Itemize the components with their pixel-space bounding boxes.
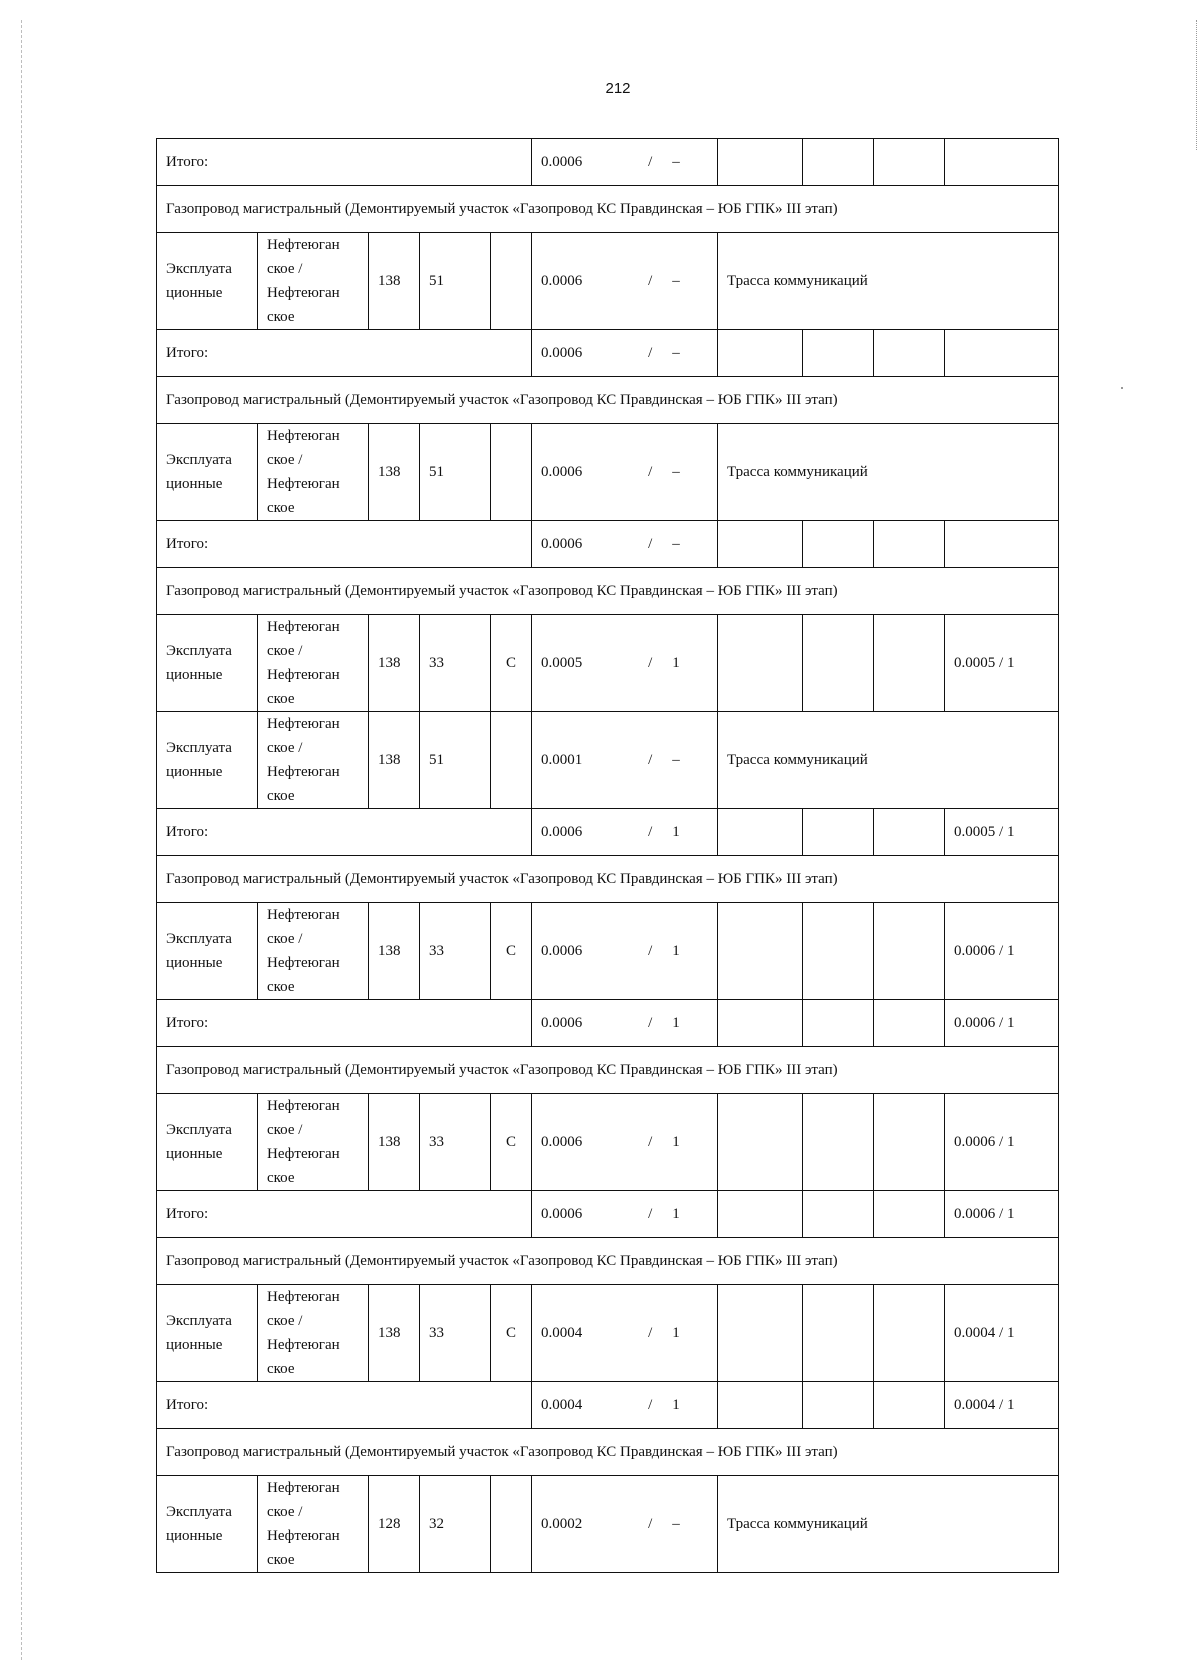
- section-header-row: [157, 377, 1059, 424]
- field-cell: Нефтеюган ское / Нефтеюган ское: [258, 615, 369, 712]
- plot-cell: 51: [420, 233, 491, 330]
- code-cell: [491, 233, 532, 330]
- empty-cell: [874, 1191, 945, 1238]
- plot-cell: 32: [420, 1476, 491, 1573]
- empty-cell: [718, 139, 803, 186]
- category-cell: Эксплуата ционные: [157, 233, 258, 330]
- empty-cell: [874, 1382, 945, 1429]
- block-cell: 138: [369, 233, 420, 330]
- empty-cell: [803, 1285, 874, 1382]
- area-cell: [532, 1094, 718, 1191]
- area-cell: [532, 903, 718, 1000]
- data-row: [157, 1094, 1059, 1191]
- scan-speck: [1121, 387, 1123, 389]
- area-separator: /: [648, 464, 653, 480]
- area-separator: /: [648, 1325, 653, 1341]
- quantity-value: 1: [672, 1397, 680, 1413]
- quantity-value: –: [672, 154, 680, 170]
- total-row: [157, 809, 1059, 856]
- total-last-value: 0.0004 / 1: [945, 1382, 1059, 1429]
- area-value: 0.0004: [541, 1325, 583, 1341]
- area-value: 0.0006: [541, 943, 583, 959]
- plot-cell: 51: [420, 712, 491, 809]
- data-row: [157, 1285, 1059, 1382]
- empty-cell: [874, 521, 945, 568]
- area-value: 0.0002: [541, 1516, 583, 1532]
- quantity-value: 1: [672, 1015, 680, 1031]
- area-value: 0.0006: [541, 1206, 583, 1222]
- last-value-cell: 0.0005 / 1: [945, 615, 1059, 712]
- scan-edge-left: [21, 20, 22, 1660]
- quantity-value: –: [672, 273, 680, 289]
- total-row: [157, 139, 1059, 186]
- area-cell: [532, 424, 718, 521]
- quantity-value: 1: [672, 1325, 680, 1341]
- quantity-value: –: [672, 345, 680, 361]
- empty-cell: [874, 615, 945, 712]
- data-row: [157, 712, 1059, 809]
- empty-cell: [803, 1382, 874, 1429]
- field-cell: Нефтеюган ское / Нефтеюган ское: [258, 1094, 369, 1191]
- area-separator: /: [648, 943, 653, 959]
- category-cell: Эксплуата ционные: [157, 1094, 258, 1191]
- empty-cell: [718, 903, 803, 1000]
- empty-cell: [718, 1285, 803, 1382]
- empty-cell: [874, 1000, 945, 1047]
- note-cell: Трасса коммуникаций: [718, 424, 1059, 521]
- section-header-row: [157, 1238, 1059, 1285]
- total-row: [157, 330, 1059, 377]
- total-label: Итого:: [157, 1000, 532, 1047]
- quantity-value: –: [672, 1516, 680, 1532]
- category-cell: Эксплуата ционные: [157, 424, 258, 521]
- plot-cell: 33: [420, 615, 491, 712]
- area-separator: /: [648, 752, 653, 768]
- code-cell: [491, 1476, 532, 1573]
- area-cell: [532, 712, 718, 809]
- block-cell: 138: [369, 712, 420, 809]
- empty-cell: [874, 1094, 945, 1191]
- empty-cell: [803, 809, 874, 856]
- total-label: Итого:: [157, 521, 532, 568]
- quantity-value: –: [672, 464, 680, 480]
- empty-cell: [718, 615, 803, 712]
- quantity-value: 1: [672, 1206, 680, 1222]
- block-cell: 128: [369, 1476, 420, 1573]
- last-value-cell: 0.0006 / 1: [945, 903, 1059, 1000]
- total-last-value: 0.0005 / 1: [945, 809, 1059, 856]
- field-cell: Нефтеюган ское / Нефтеюган ское: [258, 903, 369, 1000]
- empty-cell: [803, 330, 874, 377]
- total-last-value: [945, 330, 1059, 377]
- empty-cell: [874, 330, 945, 377]
- field-cell: Нефтеюган ское / Нефтеюган ское: [258, 1476, 369, 1573]
- area-value: 0.0004: [541, 1397, 583, 1413]
- field-cell: Нефтеюган ское / Нефтеюган ское: [258, 712, 369, 809]
- area-separator: /: [648, 273, 653, 289]
- land-plot-table: [156, 138, 1059, 1573]
- block-cell: 138: [369, 1094, 420, 1191]
- code-cell: С: [491, 903, 532, 1000]
- total-row: [157, 1191, 1059, 1238]
- empty-cell: [874, 139, 945, 186]
- total-row: [157, 521, 1059, 568]
- area-value: 0.0006: [541, 1015, 583, 1031]
- category-cell: Эксплуата ционные: [157, 1476, 258, 1573]
- data-row: [157, 233, 1059, 330]
- area-value: 0.0006: [541, 345, 583, 361]
- area-cell: [532, 521, 718, 568]
- area-separator: /: [648, 1015, 653, 1031]
- area-separator: /: [648, 1206, 653, 1222]
- area-value: 0.0006: [541, 273, 583, 289]
- empty-cell: [803, 1000, 874, 1047]
- area-value: 0.0006: [541, 464, 583, 480]
- area-cell: [532, 139, 718, 186]
- section-header-row: [157, 1429, 1059, 1476]
- quantity-value: 1: [672, 655, 680, 671]
- area-cell: [532, 1382, 718, 1429]
- area-separator: /: [648, 536, 653, 552]
- area-cell: [532, 1285, 718, 1382]
- total-last-value: [945, 139, 1059, 186]
- note-cell: Трасса коммуникаций: [718, 712, 1059, 809]
- field-cell: Нефтеюган ское / Нефтеюган ское: [258, 233, 369, 330]
- note-cell: Трасса коммуникаций: [718, 1476, 1059, 1573]
- code-cell: [491, 424, 532, 521]
- area-cell: [532, 233, 718, 330]
- area-value: 0.0005: [541, 655, 583, 671]
- total-last-value: 0.0006 / 1: [945, 1191, 1059, 1238]
- total-row: [157, 1000, 1059, 1047]
- quantity-value: 1: [672, 824, 680, 840]
- area-value: 0.0006: [541, 1134, 583, 1150]
- empty-cell: [874, 903, 945, 1000]
- section-title: Газопровод магистральный (Демонтируемый участок «Газопровод КС Правдинская – ЮБ ГПК» III этап): [157, 568, 1059, 615]
- quantity-value: 1: [672, 1134, 680, 1150]
- area-separator: /: [648, 1134, 653, 1150]
- block-cell: 138: [369, 1285, 420, 1382]
- empty-cell: [874, 809, 945, 856]
- area-cell: [532, 809, 718, 856]
- category-cell: Эксплуата ционные: [157, 712, 258, 809]
- total-label: Итого:: [157, 139, 532, 186]
- area-value: 0.0006: [541, 824, 583, 840]
- category-cell: Эксплуата ционные: [157, 903, 258, 1000]
- empty-cell: [718, 330, 803, 377]
- empty-cell: [803, 903, 874, 1000]
- total-label: Итого:: [157, 330, 532, 377]
- section-title: Газопровод магистральный (Демонтируемый участок «Газопровод КС Правдинская – ЮБ ГПК» III этап): [157, 1238, 1059, 1285]
- data-row: [157, 1476, 1059, 1573]
- field-cell: Нефтеюган ское / Нефтеюган ское: [258, 424, 369, 521]
- area-value: 0.0006: [541, 154, 583, 170]
- area-cell: [532, 1476, 718, 1573]
- total-last-value: 0.0006 / 1: [945, 1000, 1059, 1047]
- section-title: Газопровод магистральный (Демонтируемый участок «Газопровод КС Правдинская – ЮБ ГПК» III этап): [157, 1429, 1059, 1476]
- table-body: [157, 139, 1059, 1573]
- area-separator: /: [648, 345, 653, 361]
- code-cell: [491, 712, 532, 809]
- data-row: [157, 615, 1059, 712]
- code-cell: С: [491, 1094, 532, 1191]
- area-value: 0.0006: [541, 536, 583, 552]
- section-title: Газопровод магистральный (Демонтируемый участок «Газопровод КС Правдинская – ЮБ ГПК» III этап): [157, 856, 1059, 903]
- empty-cell: [718, 1094, 803, 1191]
- block-cell: 138: [369, 615, 420, 712]
- total-last-value: [945, 521, 1059, 568]
- block-cell: 138: [369, 424, 420, 521]
- empty-cell: [803, 615, 874, 712]
- empty-cell: [718, 521, 803, 568]
- empty-cell: [718, 1000, 803, 1047]
- total-label: Итого:: [157, 1382, 532, 1429]
- section-title: Газопровод магистральный (Демонтируемый участок «Газопровод КС Правдинская – ЮБ ГПК» III этап): [157, 1047, 1059, 1094]
- code-cell: С: [491, 615, 532, 712]
- area-value: 0.0001: [541, 752, 583, 768]
- data-row: [157, 424, 1059, 521]
- empty-cell: [718, 809, 803, 856]
- area-cell: [532, 615, 718, 712]
- last-value-cell: 0.0004 / 1: [945, 1285, 1059, 1382]
- quantity-value: 1: [672, 943, 680, 959]
- area-separator: /: [648, 1397, 653, 1413]
- area-cell: [532, 330, 718, 377]
- empty-cell: [874, 1285, 945, 1382]
- empty-cell: [803, 139, 874, 186]
- total-row: [157, 1382, 1059, 1429]
- section-header-row: [157, 568, 1059, 615]
- code-cell: С: [491, 1285, 532, 1382]
- section-header-row: [157, 186, 1059, 233]
- section-header-row: [157, 856, 1059, 903]
- plot-cell: 33: [420, 1285, 491, 1382]
- page-number: 212: [605, 80, 631, 97]
- quantity-value: –: [672, 536, 680, 552]
- plot-cell: 51: [420, 424, 491, 521]
- empty-cell: [803, 1094, 874, 1191]
- plot-cell: 33: [420, 903, 491, 1000]
- total-label: Итого:: [157, 1191, 532, 1238]
- quantity-value: –: [672, 752, 680, 768]
- area-separator: /: [648, 824, 653, 840]
- area-separator: /: [648, 154, 653, 170]
- empty-cell: [718, 1191, 803, 1238]
- area-separator: /: [648, 1516, 653, 1532]
- section-title: Газопровод магистральный (Демонтируемый участок «Газопровод КС Правдинская – ЮБ ГПК» III этап): [157, 186, 1059, 233]
- total-label: Итого:: [157, 809, 532, 856]
- category-cell: Эксплуата ционные: [157, 615, 258, 712]
- area-cell: [532, 1000, 718, 1047]
- area-separator: /: [648, 655, 653, 671]
- empty-cell: [803, 1191, 874, 1238]
- category-cell: Эксплуата ционные: [157, 1285, 258, 1382]
- data-row: [157, 903, 1059, 1000]
- empty-cell: [718, 1382, 803, 1429]
- last-value-cell: 0.0006 / 1: [945, 1094, 1059, 1191]
- note-cell: Трасса коммуникаций: [718, 233, 1059, 330]
- area-cell: [532, 1191, 718, 1238]
- empty-cell: [803, 521, 874, 568]
- field-cell: Нефтеюган ское / Нефтеюган ское: [258, 1285, 369, 1382]
- section-header-row: [157, 1047, 1059, 1094]
- section-title: Газопровод магистральный (Демонтируемый участок «Газопровод КС Правдинская – ЮБ ГПК» III этап): [157, 377, 1059, 424]
- block-cell: 138: [369, 903, 420, 1000]
- plot-cell: 33: [420, 1094, 491, 1191]
